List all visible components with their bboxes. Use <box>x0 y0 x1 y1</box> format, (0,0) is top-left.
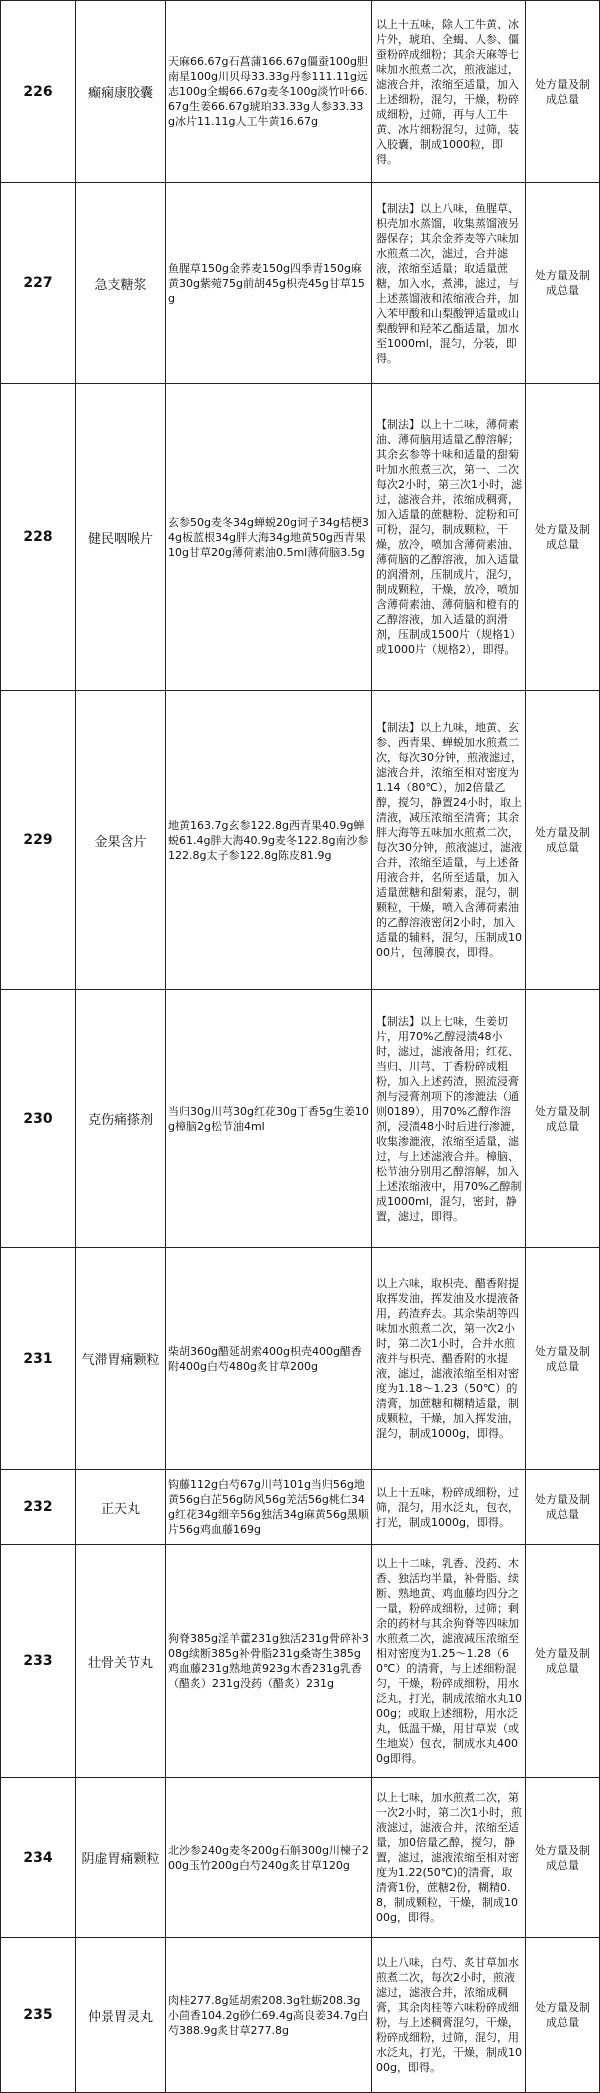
composition: 天麻66.67g石菖蒲166.67g僵蚕100g胆南星100g川贝母33.33g丹参111.11g远志100g全蝎66.67g麦冬100g淡竹叶66.67g生姜66.67g琥珀33.33g人参33.33g冰片11.11g人工牛黄16.67g <box>165 1 371 182</box>
note: 处方量及制成总量 <box>525 1248 600 1469</box>
row-number: 231 <box>0 1248 75 1469</box>
composition: 钩藤112g白芍67g川芎101g当归56g地黄56g白芷56g防风56g羌活56g桃仁34g红花34g细辛56g独活34g麻黄56g黑顺片56g鸡血藤169g <box>165 1470 371 1544</box>
drug-name: 急支糖浆 <box>75 183 165 383</box>
row-number: 226 <box>0 1 75 182</box>
preparation-method: 以上六味，取枳壳、醋香附提取挥发油，挥发油及水提液备用，药渣弃去。其余柴胡等四味加水煎煮二次，第一次2小时，第二次1小时，合并水煎液并与枳壳、醋香附的水提液，滤过，滤液浓缩至相对密度为1.18～1.23（50℃）的清膏，加蔗糖和糊精适量，制成颗粒，干燥，加入挥发油，混匀，制成1000g，即得。 <box>371 1248 525 1469</box>
drug-name: 正天丸 <box>75 1470 165 1544</box>
preparation-method: 【制法】以上十二味，薄荷素油、薄荷脑用适量乙醇溶解；其余玄参等十味和适量的甜菊叶加水煎煮三次，第一、二次每次2小时，第三次1小时，滤过，滤液合并，浓缩成稠膏，加入适量的蔗糖粉、淀粉和可可粉，混匀，制成颗粒，干燥，放冷，喷加含薄荷素油、薄荷脑的乙醇溶液，加入适量的润滑剂，压制成片，混匀，制成颗粒，干燥，放冷，喷加含薄荷素油、薄荷脑和橙有的乙醇溶液，加入适量的润滑剂，压制成1500片（规格1）或1000片（规格2），即得。 <box>371 384 525 690</box>
note: 处方量及制成总量 <box>525 691 600 989</box>
preparation-method: 【制法】以上八味，鱼腥草、枳壳加水蒸馏，收集蒸馏液另器保存；其余金荞麦等六味加水煎煮二次，滤过，合并滤液，浓缩至适量；取适量蔗糖，加入水，煮沸，滤过，与上述蒸馏液和浓缩液合并，加入苯甲酸和山梨酸钾适量或山梨酸钾和羟苯乙酯适量，加水至1000ml，混匀，分装，即得。 <box>371 183 525 383</box>
note: 处方量及制成总量 <box>525 990 600 1247</box>
drug-name: 壮骨关节丸 <box>75 1545 165 1777</box>
composition: 柴胡360g醋延胡索400g枳壳400g醋香附400g白芍480g炙甘草200g <box>165 1248 371 1469</box>
composition: 鱼腥草150g金荞麦150g四季青150g麻黄30g紫菀75g前胡45g枳壳45g甘草15g <box>165 183 371 383</box>
row-number: 228 <box>0 384 75 690</box>
row-number: 235 <box>0 1938 75 2092</box>
composition: 肉桂277.8g延胡索208.3g牡蛎208.3g小茴香104.2g砂仁69.4g高良姜34.7g白芍388.9g炙甘草277.8g <box>165 1938 371 2092</box>
note: 处方量及制成总量 <box>525 384 600 690</box>
table-row <box>0 691 600 990</box>
composition: 当归30g川芎30g红花30g丁香5g生姜10g樟脑2g松节油4ml <box>165 990 371 1247</box>
note: 处方量及制成总量 <box>525 1470 600 1544</box>
note: 处方量及制成总量 <box>525 1938 600 2092</box>
table-row <box>0 1545 600 1778</box>
composition: 狗脊385g淫羊藿231g独活231g骨碎补308g续断385g补骨脂231g桑寄生385g鸡血藤231g熟地黄923g木香231g乳香（醋炙）231g没药（醋炙）231g <box>165 1545 371 1777</box>
table-row <box>0 990 600 1248</box>
composition: 北沙参240g麦冬200g石斛300g川楝子200g玉竹200g白芍240g炙甘草120g <box>165 1778 371 1937</box>
table-row <box>0 1470 600 1545</box>
note: 处方量及制成总量 <box>525 1545 600 1777</box>
row-number: 230 <box>0 990 75 1247</box>
preparation-method: 以上十二味，乳香、没药、木香、独活均半量，补骨脂、续断、熟地黄、鸡血藤均四分之一量，粉碎成细粉，过筛；剩余的药材与其余狗脊等四味加水煎煮二次，滤液减压浓缩至相对密度为1.25～1.28（60℃）的清膏，与上述细粉混匀，干燥，粉碎成细粉，用水泛丸，打光，制成浓缩水丸1000g；或取上述细粉，用水泛丸，低温干燥，用甘草炭（或生地炭）包衣，制成水丸4000g即得。 <box>371 1545 525 1777</box>
row-number: 232 <box>0 1470 75 1544</box>
row-number: 229 <box>0 691 75 989</box>
table-row <box>0 183 600 384</box>
table-row <box>0 0 600 183</box>
note: 处方量及制成总量 <box>525 1778 600 1937</box>
preparation-method: 【制法】以上七味，生姜切片，用70%乙醇浸渍48小时，滤过，滤液备用；红花、当归、川芎、丁香粉碎成粗粉，加入上述药渣，照流浸膏剂与浸膏剂项下的渗漉法（通则0189），用70%乙醇作溶剂，浸渍48小时后进行渗漉，收集渗漉液，浓缩至适量，滤过，与上述滤液合并。樟脑、松节油分别用乙醇溶解，加入上述浓缩液中，用70%乙醇制成1000ml，混匀，密封，静置，滤过，即得。 <box>371 990 525 1247</box>
row-number: 233 <box>0 1545 75 1777</box>
preparation-method: 以上八味，白芍、炙甘草加水煎煮二次，每次2小时，煎液滤过，滤液合并，浓缩成稠膏，其余肉桂等六味粉碎成细粉，与上述稠膏混匀，干燥，粉碎成细粉，过筛，混匀，用水泛丸，打光，干燥，制成1000g，即得。 <box>371 1938 525 2092</box>
drug-name: 金果含片 <box>75 691 165 989</box>
table-row <box>0 1778 600 1938</box>
composition: 地黄163.7g玄参122.8g西青果40.9g蝉蜕61.4g胖大海40.9g麦冬122.8g南沙参122.8g太子参122.8g陈皮81.9g <box>165 691 371 989</box>
preparation-method: 以上十五味，除人工牛黄、冰片外，琥珀、全蝎、人参、僵蚕粉碎成细粉；其余天麻等七味加水煎煮二次，煎液滤过，滤液合并，浓缩至适量，加入上述细粉，混匀，干燥，粉碎成细粉，过筛，再与人工牛黄、冰片细粉混匀，过筛，装入胶囊，制成1000粒，即得。 <box>371 1 525 182</box>
row-number: 227 <box>0 183 75 383</box>
row-number: 234 <box>0 1778 75 1937</box>
preparation-method: 以上七味，加水煎煮二次，第一次2小时，第二次1小时，煎液滤过，滤液合并，浓缩至适量，加0倍量乙醇，搅匀，静置，滤过，滤液浓缩至相对密度为1.22(50℃)的清膏，取清膏1份，蔗糖2份，糊精0.8，制成颗粒，干燥，制成1000g，即得。 <box>371 1778 525 1937</box>
drug-name: 癫痫康胶囊 <box>75 1 165 182</box>
composition: 玄参50g麦冬34g蝉蜕20g诃子34g桔梗34g板蓝根34g胖大海34g地黄50g西青果10g甘草20g薄荷素油0.5ml薄荷脑3.5g <box>165 384 371 690</box>
preparation-method: 以上十五味，粉碎成细粉，过筛，混匀，用水泛丸，包衣，打光，制成1000g，即得。 <box>371 1470 525 1544</box>
drug-name: 克伤痛搽剂 <box>75 990 165 1247</box>
drug-name: 健民咽喉片 <box>75 384 165 690</box>
drug-name: 仲景胃灵丸 <box>75 1938 165 2092</box>
table-row <box>0 1248 600 1470</box>
table-row <box>0 384 600 691</box>
note: 处方量及制成总量 <box>525 183 600 383</box>
drug-name: 气滞胃痛颗粒 <box>75 1248 165 1469</box>
note: 处方量及制成总量 <box>525 1 600 182</box>
drug-name: 阴虚胃痛颗粒 <box>75 1778 165 1937</box>
table-row <box>0 1938 600 2093</box>
preparation-method: 【制法】以上九味，地黄、玄参、西青果、蝉蜕加水煎煮二次，每次30分钟，煎液滤过，滤液合并，浓缩至相对密度为1.14（80℃），加2倍量乙醇，搅匀，静置24小时，取上清液，减压浓缩至清膏；其余胖大海等五味加水煎煮二次，每次30分钟，煎液滤过，滤液合并，浓缩至适量，与上述备用液合并，名所至适量，加入适量蔗糖和甜菊素，混匀，制颗粒，干燥，喷入含薄荷素油的乙醇溶液密闭2小时，加入适量的辅料，混匀，压制成1000片，包薄膜衣，即得。 <box>371 691 525 989</box>
